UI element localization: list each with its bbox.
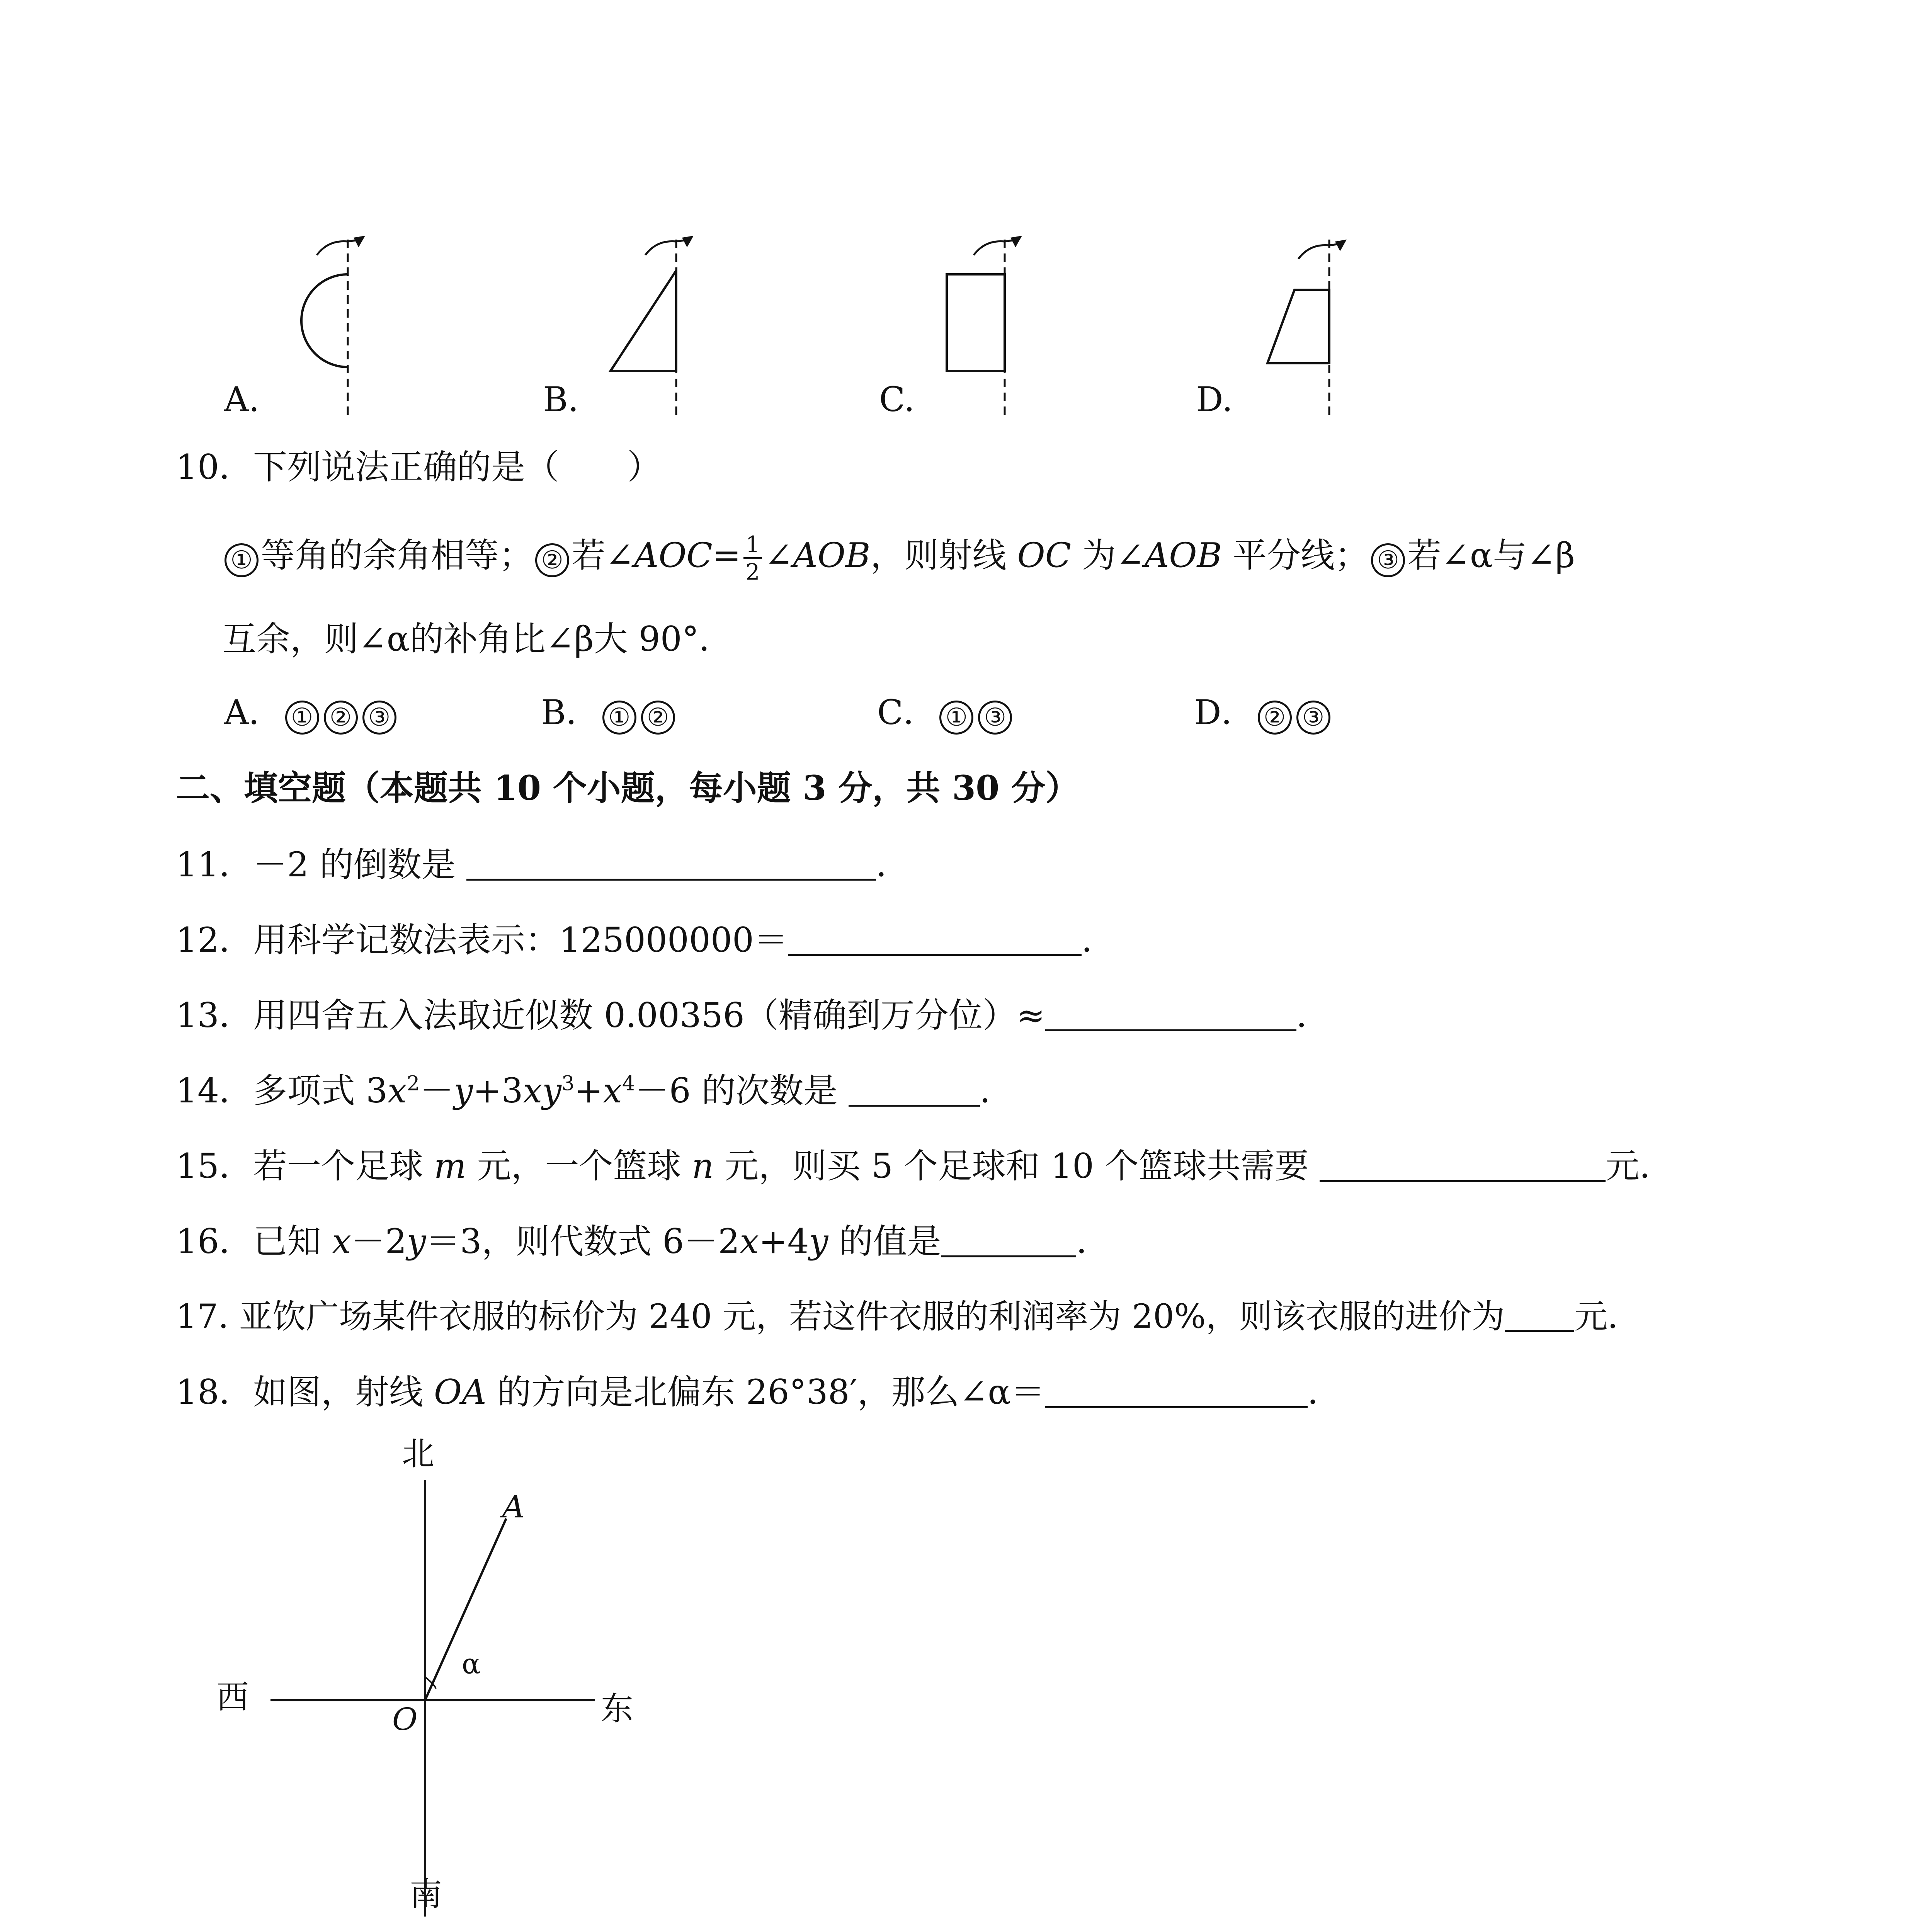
text: x <box>740 1221 759 1262</box>
text: 元． <box>1574 1297 1641 1336</box>
q10-statements-line2: 互余，则∠α的补角比∠β大 90°． <box>222 619 733 659</box>
q9-option-a: A. <box>224 379 260 419</box>
text: 为∠ <box>1082 535 1145 575</box>
circled-number: ① <box>602 701 636 735</box>
text: OC <box>1017 535 1072 575</box>
text: 元． <box>1605 1146 1674 1186</box>
answer-blank[interactable] <box>1045 1374 1308 1408</box>
period: ． <box>876 845 910 885</box>
text: 的值是 <box>839 1221 941 1262</box>
circled-number: ① <box>939 701 973 735</box>
question-text: 12．用科学记数法表示：125000000＝ <box>176 920 788 960</box>
q16 <box>176 1221 1111 1262</box>
period: ． <box>1307 1372 1342 1412</box>
text: = <box>712 535 741 575</box>
text: 若∠ <box>572 535 634 575</box>
text: 元，一个篮球 <box>477 1146 681 1186</box>
text: ∠ <box>764 535 793 575</box>
q10-statements-line1 <box>222 533 1575 583</box>
period: ． <box>1296 995 1330 1036</box>
alpha-label: α <box>462 1648 481 1680</box>
circled-number: ② <box>641 701 675 735</box>
period: ． <box>1081 920 1116 960</box>
q9-figure-c <box>935 232 1051 425</box>
text: 16．已知 <box>176 1221 321 1262</box>
question-text: 11．－2 的倒数是 <box>176 845 456 885</box>
option-label: D． <box>1194 692 1255 732</box>
text: 若∠α与∠β <box>1407 535 1575 575</box>
numerator: 1 <box>743 533 762 559</box>
text: y <box>454 1071 473 1111</box>
q11 <box>176 845 910 885</box>
q10-option-d <box>1194 692 1333 735</box>
circled-number: ② <box>1258 701 1292 735</box>
text: －6 的次数是 <box>635 1071 838 1111</box>
circled-number: ① <box>225 543 259 577</box>
q9-figure-b <box>603 232 719 425</box>
period: ． <box>980 1071 1014 1111</box>
q9-figure-a <box>286 232 386 425</box>
text: AOB <box>1144 535 1222 575</box>
text: OA <box>434 1372 486 1412</box>
text: y <box>407 1221 426 1262</box>
option-label: A． <box>224 692 283 732</box>
q10-option-a <box>224 692 399 735</box>
circled-number: ② <box>535 543 569 577</box>
answer-blank[interactable] <box>1505 1298 1574 1332</box>
text: －2 <box>351 1221 407 1262</box>
text: － <box>420 1071 454 1111</box>
origin-o-label: O <box>392 1701 418 1737</box>
text: m <box>434 1146 466 1186</box>
answer-blank[interactable] <box>1320 1148 1606 1182</box>
section-title: 二、填空题（本题共 10 个小题，每小题 3 分，共 30 分） <box>176 768 1079 808</box>
option-label: B． <box>541 692 600 732</box>
text: x <box>603 1071 622 1111</box>
statement-1: 等角的余角相等； <box>261 535 533 575</box>
q9-option-b: B. <box>543 379 579 419</box>
text: y <box>809 1221 828 1262</box>
text: 14．多项式 3 <box>176 1071 388 1111</box>
q17 <box>176 1297 1641 1336</box>
circled-number: ③ <box>978 701 1012 735</box>
text: AOC <box>634 535 713 575</box>
q13 <box>176 995 1330 1036</box>
answer-blank[interactable] <box>849 1072 980 1107</box>
question-text: 13．用四舍五入法取近似数 0.00356（精确到万分位）≈ <box>176 995 1045 1036</box>
text: y <box>542 1071 562 1111</box>
fraction-one-half <box>743 533 762 583</box>
text: n <box>692 1146 714 1186</box>
q15 <box>176 1146 1674 1186</box>
q9-figure-d <box>1256 232 1379 425</box>
q18-compass-figure <box>209 1437 672 1932</box>
q18 <box>176 1372 1342 1412</box>
point-a-label: A <box>502 1489 525 1525</box>
period: ． <box>1076 1221 1111 1262</box>
south-label: 南 <box>410 1875 442 1913</box>
answer-blank[interactable] <box>466 846 876 881</box>
circled-number: ③ <box>1296 701 1330 735</box>
answer-blank[interactable] <box>941 1223 1076 1257</box>
q12 <box>176 920 1116 960</box>
east-label: 东 <box>601 1690 634 1728</box>
text: 18．如图，射线 <box>176 1372 423 1412</box>
text: 的方向是北偏东 26°38′，那么∠α＝ <box>497 1372 1045 1412</box>
q10-option-c <box>877 692 1014 735</box>
circled-number: ③ <box>362 701 396 735</box>
text: 15．若一个足球 <box>176 1146 423 1186</box>
text: ，则射线 <box>870 535 1007 575</box>
circled-number: ② <box>324 701 358 735</box>
text: x <box>332 1221 351 1262</box>
q9-option-d: D. <box>1196 379 1233 419</box>
answer-blank[interactable] <box>788 922 1082 956</box>
text: +3 <box>473 1071 523 1111</box>
north-label: 北 <box>402 1435 435 1473</box>
text: ＝3，则代数式 6－2 <box>426 1221 740 1262</box>
exponent: 4 <box>622 1071 635 1095</box>
option-label: C． <box>877 692 937 732</box>
answer-blank[interactable] <box>1045 997 1296 1031</box>
exponent: 2 <box>407 1071 420 1095</box>
text: x <box>523 1071 543 1111</box>
text: AOB <box>793 535 871 575</box>
text: 元，则买 5 个足球和 10 个篮球共需要 <box>725 1146 1309 1186</box>
text: + <box>574 1071 603 1111</box>
west-label: 西 <box>216 1678 249 1716</box>
exponent: 3 <box>561 1071 575 1095</box>
circled-number: ③ <box>1371 543 1405 577</box>
q10-option-b <box>541 692 677 735</box>
circled-number: ① <box>285 701 319 735</box>
q9-option-c: C. <box>879 379 915 419</box>
text: 平分线； <box>1233 535 1369 575</box>
text: x <box>387 1071 407 1111</box>
text: +4 <box>759 1221 809 1262</box>
denominator: 2 <box>745 559 760 585</box>
q14 <box>176 1071 1014 1111</box>
question-text: 17. 亚饮广场某件衣服的标价为 240 元，若这件衣服的利润率为 20%，则该衣服的进价为 <box>176 1297 1505 1336</box>
q10-stem: 10．下列说法正确的是（ ） <box>176 447 661 487</box>
